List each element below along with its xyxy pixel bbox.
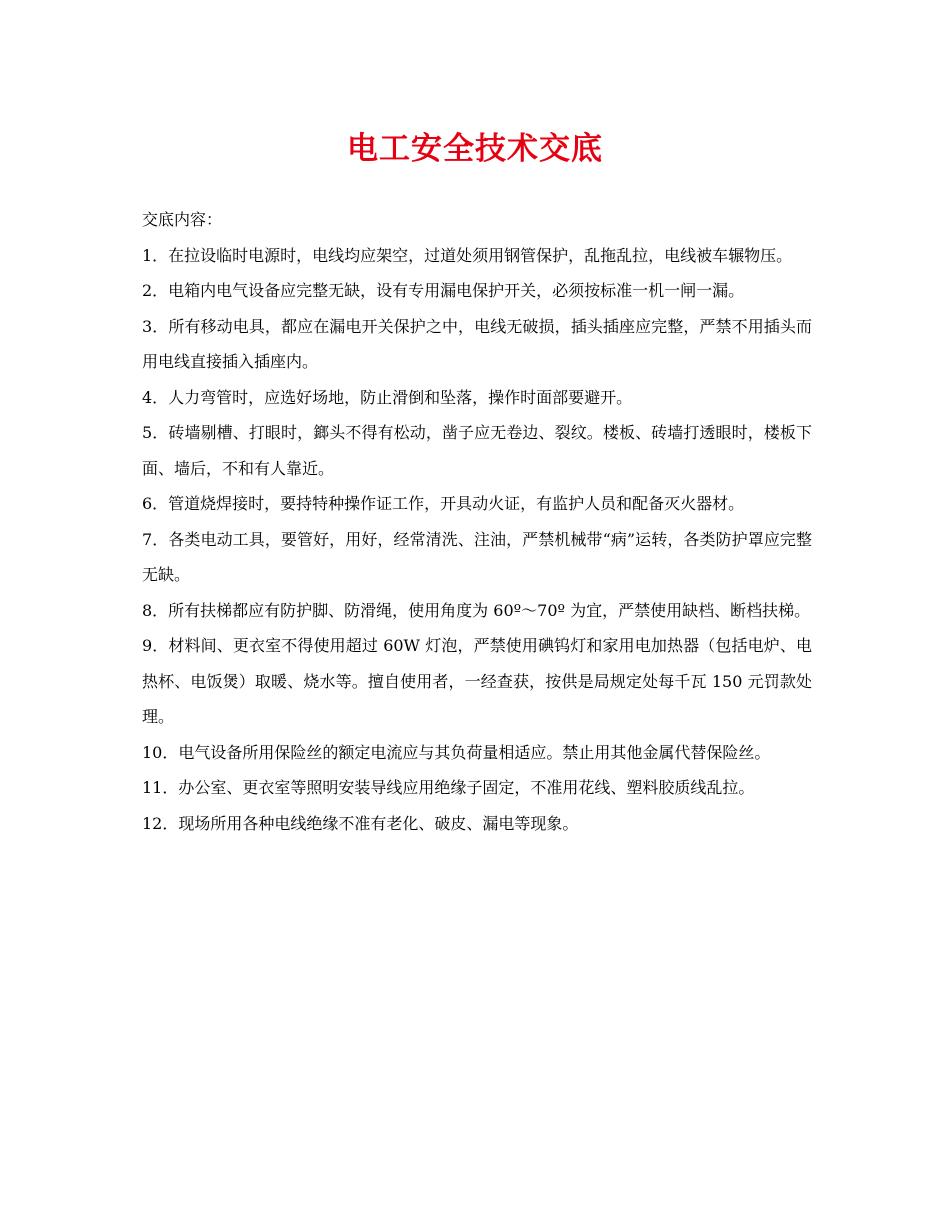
intro-label: 交底内容： [142, 210, 223, 229]
list-item: 2．电箱内电气设备应完整无缺，设有专用漏电保护开关，必须按标准一机一闸一漏。 [142, 281, 745, 300]
list-item: 10．电气设备所用保险丝的额定电流应与其负荷量相适应。禁止用其他金属代替保险丝。 [142, 742, 771, 762]
list-item: 12．现场所用各种电线绝缘不准有老化、破皮、漏电等现象。 [142, 813, 579, 833]
list-item: 5．砖墙剔槽、打眼时，鎯头不得有松动，凿子应无卷边、裂纹。楼板、砖墙打透眼时，楼板下面、墙后，不和有人靠近。 [142, 423, 812, 478]
list-item: 1．在拉设临时电源时，电线均应架空，过道处须用钢管保护，乱拖乱拉，电线被车辗物压。 [142, 245, 793, 265]
list-item: 4．人力弯管时，应选好场地，防止滑倒和坠落，操作时面部要避开。 [142, 387, 633, 407]
document-title: 电工安全技术交底 [347, 131, 603, 167]
document-body [142, 202, 812, 841]
list-item: 3．所有移动电具，都应在漏电开关保护之中，电线无破损，插头插座应完整，严禁不用插头而用电线直接插入插座内。 [142, 316, 812, 371]
list-item: 11．办公室、更衣室等照明安装导线应用绝缘子固定，不准用花线、塑料胶质线乱拉。 [142, 778, 755, 797]
list-item: 7．各类电动工具，要管好，用好，经常清洗、注油，严禁机械带“病”运转，各类防护罩应完整无缺。 [142, 529, 812, 584]
list-item: 8．所有扶梯都应有防护脚、防滑绳，使用角度为 60º～70º 为宜，严禁使用缺档、断档扶梯。 [142, 600, 811, 620]
list-item: 6．管道烧焊接时，要持特种操作证工作，开具动火证，有监护人员和配备灭火器材。 [142, 494, 745, 513]
list-item: 9．材料间、更衣室不得使用超过 60W 灯泡，严禁使用碘钨灯和家用电加热器（包括电炉、电热杯、电饭煲）取暖、烧水等。擅自使用者，一经查获，按供是局规定处每千瓦 150 元罚款处理。 [142, 636, 812, 726]
